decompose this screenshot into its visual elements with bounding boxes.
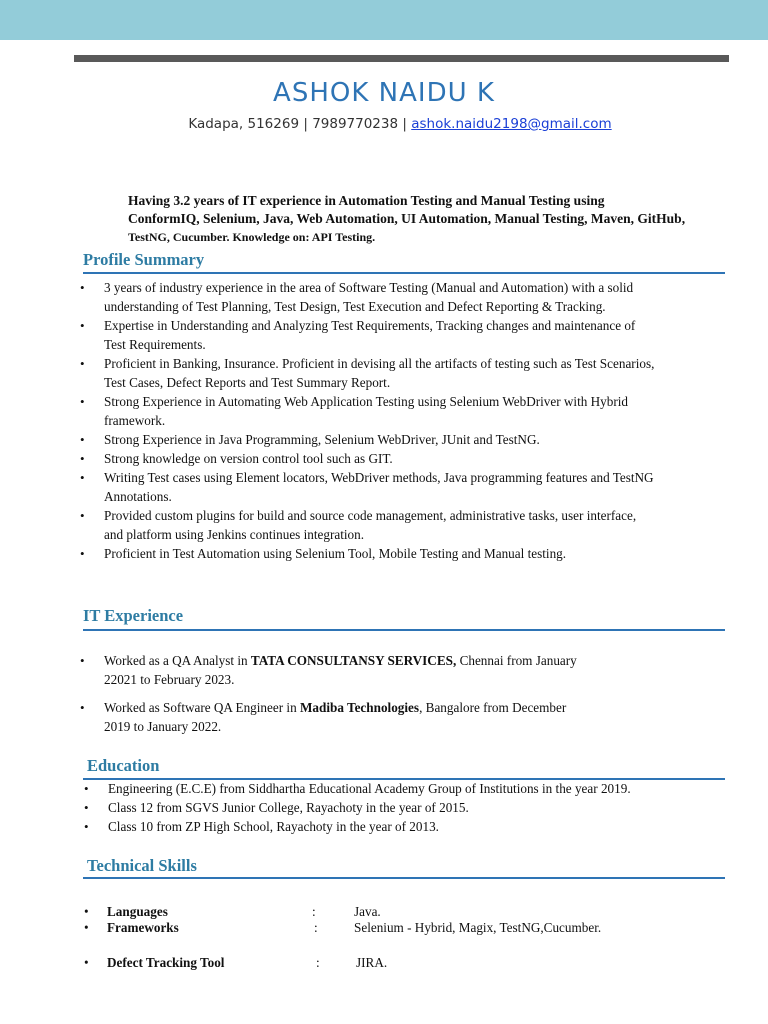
intro-line: TestNG, Cucumber. Knowledge on: API Testing.	[128, 230, 376, 244]
separator: |	[299, 116, 313, 132]
skill-label: Defect Tracking Tool	[107, 955, 225, 970]
section-title-skills: Technical Skills	[87, 856, 197, 875]
intro-line: ConformIQ, Selenium, Java, Web Automation, UI Automation, Manual Testing, Maven, GitHub,	[128, 211, 686, 226]
list-item: • Strong Experience in Java Programming, Selenium WebDriver, JUnit and TestNG.	[80, 430, 655, 449]
section-rule	[83, 272, 725, 274]
experience-text: , Bangalore from December 2019 to January 2022.	[104, 700, 567, 734]
skill-value: Java.	[354, 904, 381, 919]
skill-label: Languages	[107, 904, 168, 919]
list-item: • 3 years of industry experience in the area of Software Testing (Manual and Automation) with a solid understanding of Test Planning, Test Design, Test Execution and Defect Reporting & Tracking.	[80, 278, 655, 316]
bullet: •	[84, 920, 89, 935]
intro-line: Having 3.2 years of IT experience in Automation Testing and Manual Testing using	[128, 193, 605, 208]
section-rule	[83, 877, 725, 879]
intro-summary	[128, 192, 728, 246]
list-item: • Engineering (E.C.E) from Siddhartha Educational Academy Group of Institutions in the year 2019.	[84, 779, 729, 798]
email-link[interactable]: ashok.naidu2198@gmail.com	[411, 116, 612, 132]
list-item: • Strong knowledge on version control tool such as GIT.	[80, 449, 655, 468]
bullet: •	[84, 955, 89, 970]
phone: 7989770238	[312, 116, 399, 132]
list-item: • Strong Experience in Automating Web Application Testing using Selenium WebDriver with Hybrid framework.	[80, 392, 655, 430]
bullet: •	[84, 904, 89, 919]
experience-text: Chennai from January 22021 to February 2023.	[104, 653, 577, 687]
contact-line	[0, 116, 768, 132]
experience-text: Worked as a QA Analyst in	[104, 653, 251, 668]
list-item: • Expertise in Understanding and Analyzing Test Requirements, Tracking changes and maintenance of Test Requirements.	[80, 316, 655, 354]
separator: |	[398, 116, 412, 132]
location: Kadapa, 516269	[188, 116, 300, 132]
section-title-profile: Profile Summary	[83, 250, 205, 269]
education-list	[84, 779, 729, 836]
list-item	[80, 699, 580, 736]
top-banner	[0, 0, 768, 40]
header-divider	[74, 55, 729, 62]
skill-colon: :	[314, 920, 318, 935]
list-item: • Class 12 from SGVS Junior College, Rayachoty in the year of 2015.	[84, 798, 729, 817]
list-item	[80, 652, 580, 689]
experience-text: Worked as Software QA Engineer in	[104, 700, 300, 715]
candidate-name: ASHOK NAIDU K	[273, 78, 495, 108]
list-item: • Provided custom plugins for build and source code management, administrative tasks, user interface, and platform using Jenkins continues integration.	[80, 506, 655, 544]
skill-label: Frameworks	[107, 920, 179, 935]
section-title-experience: IT Experience	[83, 606, 184, 625]
skill-value: Selenium - Hybrid, Magix, TestNG,Cucumber.	[354, 920, 602, 935]
list-item: • Proficient in Test Automation using Selenium Tool, Mobile Testing and Manual testing.	[80, 544, 655, 563]
list-item: • Proficient in Banking, Insurance. Proficient in devising all the artifacts of testing such as Test Scenarios, Test Cases, Defect Reports and Test Summary Report.	[80, 354, 655, 392]
section-rule	[83, 629, 725, 631]
skill-colon: :	[312, 904, 316, 919]
section-title-education: Education	[87, 756, 160, 775]
experience-list	[80, 652, 580, 746]
profile-list	[80, 278, 655, 563]
company-name: Madiba Technologies	[299, 700, 420, 715]
skill-colon: :	[316, 955, 320, 970]
list-item: • Class 10 from ZP High School, Rayachoty in the year of 2013.	[84, 817, 729, 836]
skill-value: JIRA.	[356, 955, 388, 970]
list-item: • Writing Test cases using Element locators, WebDriver methods, Java programming features and TestNG Annotations.	[80, 468, 655, 506]
company-name: TATA CONSULTANSY SERVICES,	[250, 653, 457, 668]
